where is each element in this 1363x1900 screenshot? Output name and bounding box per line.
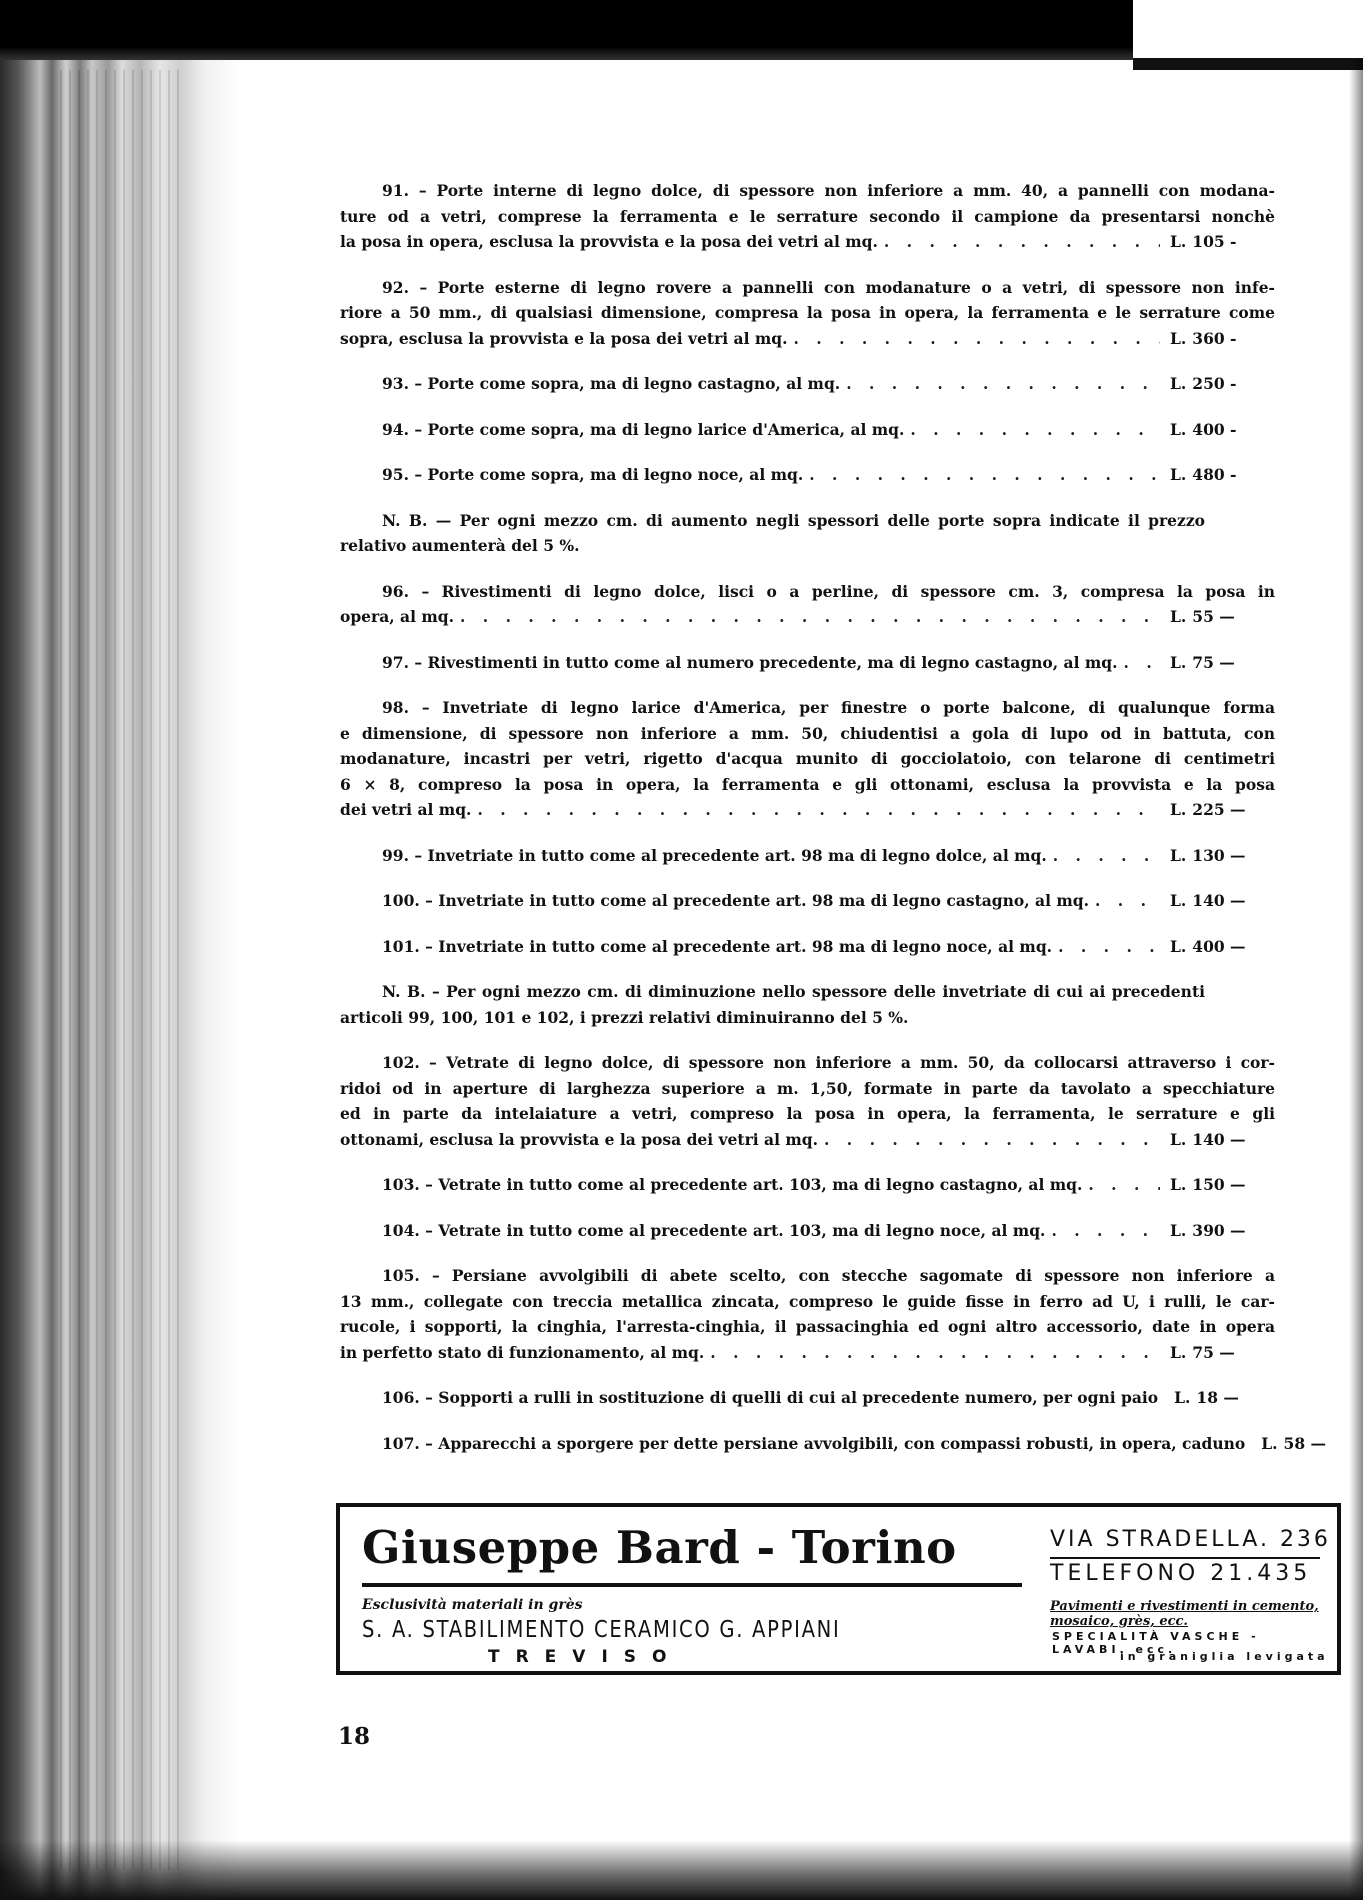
dot-leader [910, 417, 1160, 443]
price-entry [340, 843, 1275, 869]
entry-text: opera, al mq. [340, 607, 455, 626]
entry-line [340, 721, 1275, 747]
entry-line [340, 178, 1275, 204]
entry-number: 101. [382, 936, 426, 956]
price [1166, 888, 1275, 914]
currency: L. [1170, 1220, 1187, 1240]
currency: L. [1170, 328, 1187, 348]
currency: L. [1170, 232, 1187, 251]
dot-leader [846, 371, 1160, 397]
price-entry [340, 275, 1275, 352]
currency: L. [1261, 1433, 1278, 1453]
entry-text-last [382, 934, 1052, 960]
entry-number: 105. [382, 1266, 432, 1285]
price [1166, 1218, 1275, 1244]
advertisement [336, 1503, 1341, 1675]
entry-line [340, 300, 1275, 326]
ad-city: TREVISO [488, 1647, 683, 1667]
entry-text: – Porte interne di legno dolce, di spessore non inferiore a mm. 40, a pannelli con modana- [418, 181, 1275, 200]
entry-last-line [340, 604, 1275, 630]
scan-notch [1133, 0, 1363, 58]
entry-number: 91. [382, 181, 419, 200]
entry-number: 99. [382, 845, 415, 865]
price [1166, 1340, 1275, 1366]
entry-text: ed in parte da intelaiature a vetri, compreso la posa in opera, la ferramenta, le serrature e gli [340, 1104, 1275, 1123]
ad-exclusive: Esclusività materiali in grès [362, 1597, 583, 1613]
price [1166, 462, 1275, 488]
price-value: 250 - [1192, 374, 1237, 393]
ad-underline [362, 1583, 1022, 1587]
entry-text: la posa in opera, esclusa la provvista e la posa dei vetri al mq. [340, 232, 878, 251]
entry-text: ottonami, esclusa la provvista e la posa dei vetri al mq. [340, 1129, 818, 1149]
currency: L. [1170, 1175, 1187, 1194]
nota-bene: N. B. – Per ogni mezzo cm. di diminuzione nello spessore delle invetriate di cui ai precedenti articoli 99, 100, 101 e 102, i prezzi relativi diminuiranno del 5 %. [340, 982, 1205, 1027]
entry-line [340, 1101, 1275, 1127]
entry-last-line [340, 229, 1275, 255]
price-entry [340, 1172, 1275, 1198]
price-entry [340, 462, 1275, 488]
price-entry [340, 579, 1275, 630]
entry-text-last [340, 326, 788, 352]
dot-leader [809, 462, 1160, 488]
entry-last-line [340, 1340, 1275, 1366]
entry-number: 104. [382, 1220, 426, 1240]
entry-text: in perfetto stato di funzionamento, al mq. [340, 1342, 705, 1362]
scan-stripes [60, 70, 180, 1870]
entry-text-last [340, 229, 878, 255]
ad-specialty-sub: in graniglia levigata [1120, 1650, 1329, 1663]
price-value: 480 - [1192, 465, 1237, 484]
scan-shadow-bottom [0, 1840, 1363, 1900]
dot-leader [1053, 843, 1160, 869]
entry-text: sopra, esclusa la provvista e la posa dei vetri al mq. [340, 328, 788, 348]
currency: L. [1170, 465, 1187, 484]
entry-text: – Vetrate in tutto come al precedente art. 103, ma di legno castagno, al mq. [425, 1175, 1083, 1194]
entry-text-last [382, 650, 1118, 676]
entry-text-last [340, 797, 471, 823]
entry-line [340, 1289, 1275, 1315]
entry-number: 100. [382, 891, 426, 910]
price-list [340, 178, 1326, 1476]
entry-number: 94. [382, 419, 415, 439]
entry-last-line [340, 371, 1275, 397]
entry-last-line [340, 797, 1275, 823]
price [1166, 843, 1275, 869]
entry-last-line [340, 1431, 1326, 1457]
entry-text: – Persiane avvolgibili di abete scelto, con stecche sagomate di spessore non inferiore a [431, 1266, 1275, 1285]
price-value: 150 — [1192, 1175, 1246, 1194]
entry-text: – Invetriate di legno larice d'America, per finestre o porte balcone, di qualunque forma [421, 698, 1275, 717]
ad-company-name: Giuseppe Bard - Torino [362, 1521, 957, 1574]
currency: L. [1170, 891, 1187, 910]
entry-text: – Porte come sopra, ma di legno noce, al mq. [414, 465, 804, 484]
dot-leader [477, 797, 1160, 823]
entry-last-line [340, 650, 1275, 676]
entry-last-line [340, 1127, 1275, 1153]
entry-text: – Invetriate in tutto come al precedente art. 98 ma di legno castagno, al mq. [425, 891, 1090, 910]
entry-text: – Sopporti a rulli in sostituzione di quelli di cui al precedente numero, per ogni paio [425, 1388, 1159, 1407]
entry-number: 93. [382, 374, 415, 393]
entry-text-last [382, 843, 1047, 869]
entry-last-line [340, 462, 1275, 488]
entry-last-line [340, 417, 1275, 443]
price-value: 140 — [1192, 891, 1246, 910]
price-value: 58 — [1283, 1433, 1326, 1453]
price [1166, 934, 1275, 960]
currency: L. [1170, 374, 1187, 393]
ad-floors: Pavimenti e rivestimenti in cemento, mosaico, grès, ecc. [1050, 1599, 1319, 1629]
nota-bene: N. B. — Per ogni mezzo cm. di aumento negli spessori delle porte sopra indicate il prezzo relativo aumenterà del 5 %. [340, 510, 1205, 555]
price [1166, 650, 1275, 676]
currency: L. [1174, 1388, 1191, 1407]
price [1257, 1431, 1363, 1457]
entry-text: rucole, i sopporti, la cinghia, l'arresta-cinghia, il passacinghia ed ogni altro accessorio, date in opera [340, 1317, 1275, 1336]
ad-address: VIA STRADELLA. 236 [1050, 1527, 1331, 1552]
currency: L. [1170, 1342, 1187, 1362]
entry-number: 95. [382, 465, 415, 484]
price-value: 225 — [1192, 800, 1246, 819]
price-entry [340, 1218, 1275, 1244]
entry-text-last [382, 1218, 1045, 1244]
entry-last-line [340, 1172, 1275, 1198]
price-value: 400 — [1192, 936, 1246, 956]
entry-text-last [382, 417, 904, 443]
entry-last-line [340, 888, 1275, 914]
entry-text-last [340, 1340, 704, 1366]
dot-leader [794, 326, 1160, 352]
entry-text-last [382, 1431, 1245, 1457]
dot-leader [1095, 888, 1160, 914]
entry-line [340, 1076, 1275, 1102]
currency: L. [1170, 845, 1187, 865]
price-value: 140 — [1192, 1129, 1246, 1149]
price [1166, 417, 1275, 443]
entry-text: – Vetrate di legno dolce, di spessore non inferiore a mm. 50, da collocarsi attraverso i cor- [429, 1053, 1275, 1072]
entry-text: – Apparecchi a sporgere per dette persiane avvolgibili, con compassi robusti, in opera, caduno [425, 1433, 1246, 1453]
entry-number: 103. [382, 1175, 426, 1194]
entry-line [340, 275, 1275, 301]
dot-leader [1058, 934, 1160, 960]
entry-text: 13 mm., collegate con treccia metallica zincata, compreso le guide fisse in ferro ad U, i rulli, le car- [340, 1291, 1275, 1311]
scan-shadow-right [1349, 60, 1363, 1900]
price [1170, 1385, 1279, 1411]
ad-supplier: S. A. STABILIMENTO CERAMICO G. APPIANI [362, 1617, 841, 1643]
price-entry [340, 888, 1275, 914]
price-entry [340, 650, 1275, 676]
entry-text: – Porte come sopra, ma di legno castagno, al mq. [414, 374, 841, 393]
entry-last-line [340, 843, 1275, 869]
entry-line [340, 1263, 1275, 1289]
entry-last-line [340, 934, 1275, 960]
entry-last-line [340, 326, 1275, 352]
entry-line [340, 204, 1275, 230]
price-value: 130 — [1192, 845, 1246, 865]
entry-text: – Invetriate in tutto come al precedente art. 98 ma di legno noce, al mq. [425, 936, 1053, 956]
price [1166, 371, 1275, 397]
price-value: 75 — [1192, 652, 1235, 672]
entry-text-last [382, 462, 803, 488]
price-entry [340, 934, 1275, 960]
price [1166, 604, 1275, 630]
entry-text: – Rivestimenti di legno dolce, lisci o a perline, di spessore cm. 3, compresa la posa in [421, 581, 1275, 601]
dot-leader [1124, 650, 1160, 676]
price [1166, 326, 1275, 352]
entry-text: dei vetri al mq. [340, 800, 472, 819]
entry-text-last [382, 371, 840, 397]
currency: L. [1170, 419, 1187, 439]
entry-number: 102. [382, 1053, 430, 1072]
entry-text: – Porte come sopra, ma di legno larice d'America, al mq. [414, 419, 905, 439]
dot-leader [1088, 1172, 1160, 1198]
currency: L. [1170, 1129, 1187, 1149]
entry-text: – Invetriate in tutto come al precedente art. 98 ma di legno dolce, al mq. [414, 845, 1047, 865]
price-entry [340, 1431, 1326, 1457]
entry-text: e dimensione, di spessore non inferiore a mm. 50, chiudentisi a gola di lupo od in battuta, con [340, 723, 1275, 743]
entry-number: 98. [382, 698, 422, 717]
price-entry [340, 1263, 1275, 1365]
price-value: 55 — [1192, 607, 1235, 626]
ad-phone: TELEFONO 21.435 [1050, 1561, 1312, 1586]
entry-number: 97. [382, 652, 415, 672]
entry-last-line [340, 1218, 1275, 1244]
price-entry [340, 417, 1275, 443]
entry-text: – Porte esterne di legno rovere a pannelli con modanature o a vetri, di spessore non infe- [419, 277, 1275, 297]
entry-text: 6 × 8, compreso la posa in opera, la ferramenta e gli ottonami, esclusa la provvista e la posa [340, 774, 1275, 794]
price-entry [340, 695, 1275, 823]
entry-line [340, 1314, 1275, 1340]
entry-line [340, 579, 1275, 605]
price-value: 390 — [1192, 1220, 1246, 1240]
price [1166, 1127, 1275, 1153]
price-value: 360 - [1192, 328, 1237, 348]
entry-text: ture od a vetri, comprese la ferramenta e le serrature secondo il campione da presentarsi nonchè [340, 206, 1275, 226]
currency: L. [1170, 936, 1187, 956]
ad-address-rule [1050, 1557, 1320, 1559]
entry-text: – Rivestimenti in tutto come al numero precedente, ma di legno castagno, al mq. [414, 652, 1118, 672]
price [1166, 1172, 1275, 1198]
price-entry [340, 1050, 1275, 1152]
entry-text-last [382, 888, 1089, 914]
currency: L. [1170, 607, 1187, 626]
entry-line [340, 746, 1275, 772]
entry-text: – Vetrate in tutto come al precedente art. 103, ma di legno noce, al mq. [425, 1220, 1046, 1240]
entry-text-last [382, 1385, 1158, 1411]
ad-specialty: SPECIALITÀ VASCHE - LAVABI. ecc. [1052, 1630, 1260, 1656]
price [1166, 229, 1275, 255]
entry-text-last [382, 1172, 1082, 1198]
entry-text-last [340, 1127, 818, 1153]
entry-text: riore a 50 mm., di qualsiasi dimensione, compresa la posa in opera, la ferramenta e le serrature come [340, 303, 1275, 322]
price-value: 75 — [1192, 1342, 1235, 1362]
entry-line [340, 1050, 1275, 1076]
price [1166, 797, 1275, 823]
page-number: 18 [338, 1723, 371, 1750]
scan-top-bar [1133, 58, 1363, 70]
entry-number: 96. [382, 581, 422, 601]
price-value: 400 - [1192, 419, 1237, 439]
price-entry [340, 1385, 1275, 1411]
currency: L. [1170, 800, 1187, 819]
entry-line [340, 695, 1275, 721]
entry-number: 107. [382, 1433, 426, 1453]
entry-last-line [340, 1385, 1275, 1411]
price-entry [340, 178, 1275, 255]
entry-number: 92. [382, 277, 420, 297]
price-value: 18 — [1196, 1388, 1239, 1407]
dot-leader [460, 604, 1160, 630]
price-value: 105 - [1192, 232, 1237, 251]
dot-leader [1051, 1218, 1160, 1244]
price-entry [340, 371, 1275, 397]
dot-leader [710, 1340, 1160, 1366]
entry-line [340, 772, 1275, 798]
entry-number: 106. [382, 1388, 426, 1407]
dot-leader [884, 229, 1160, 255]
entry-text: ridoi od in aperture di larghezza superiore a m. 1,50, formate in parte da tavolato a specchiature [340, 1078, 1275, 1098]
entry-text: modanature, incastri per vetri, rigetto d'acqua munito di gocciolatoio, con telarone di centimetri [340, 749, 1275, 768]
entry-text-last [340, 604, 454, 630]
currency: L. [1170, 652, 1187, 672]
dot-leader [824, 1127, 1160, 1153]
